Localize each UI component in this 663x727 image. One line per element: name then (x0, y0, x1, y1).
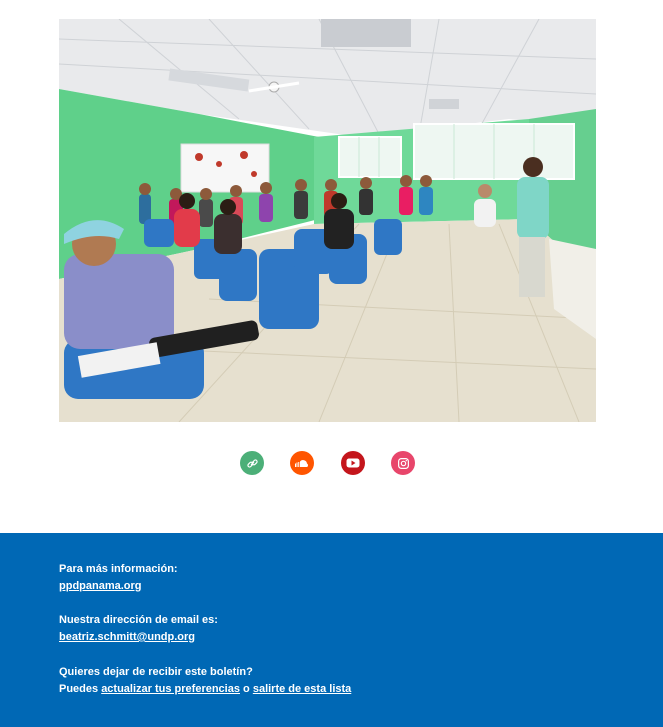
email-link[interactable]: beatriz.schmitt@undp.org (59, 631, 196, 643)
info-label: Para más información: (59, 563, 178, 575)
unsubscribe-section (59, 664, 351, 698)
instagram-icon[interactable] (391, 451, 415, 475)
unsubscribe-prefix: Puedes (59, 683, 102, 695)
website-link[interactable]: ppdpanama.org (59, 580, 142, 592)
soundcloud-icon[interactable] (290, 451, 314, 475)
info-section (59, 561, 178, 595)
unsubscribe-question: Quieres dejar de recibir este boletín? (59, 666, 253, 678)
social-links-bar (0, 451, 663, 475)
youtube-icon[interactable] (341, 451, 365, 475)
classroom-meeting-photo (59, 19, 596, 422)
email-label: Nuestra dirección de email es: (59, 614, 218, 626)
link-icon[interactable] (240, 451, 264, 475)
unsubscribe-link[interactable]: salirte de esta lista (252, 683, 352, 695)
connector-text: o (239, 683, 253, 695)
update-preferences-link[interactable]: actualizar tus preferencias (101, 683, 240, 695)
email-section (59, 612, 218, 646)
newsletter-footer (0, 533, 663, 727)
